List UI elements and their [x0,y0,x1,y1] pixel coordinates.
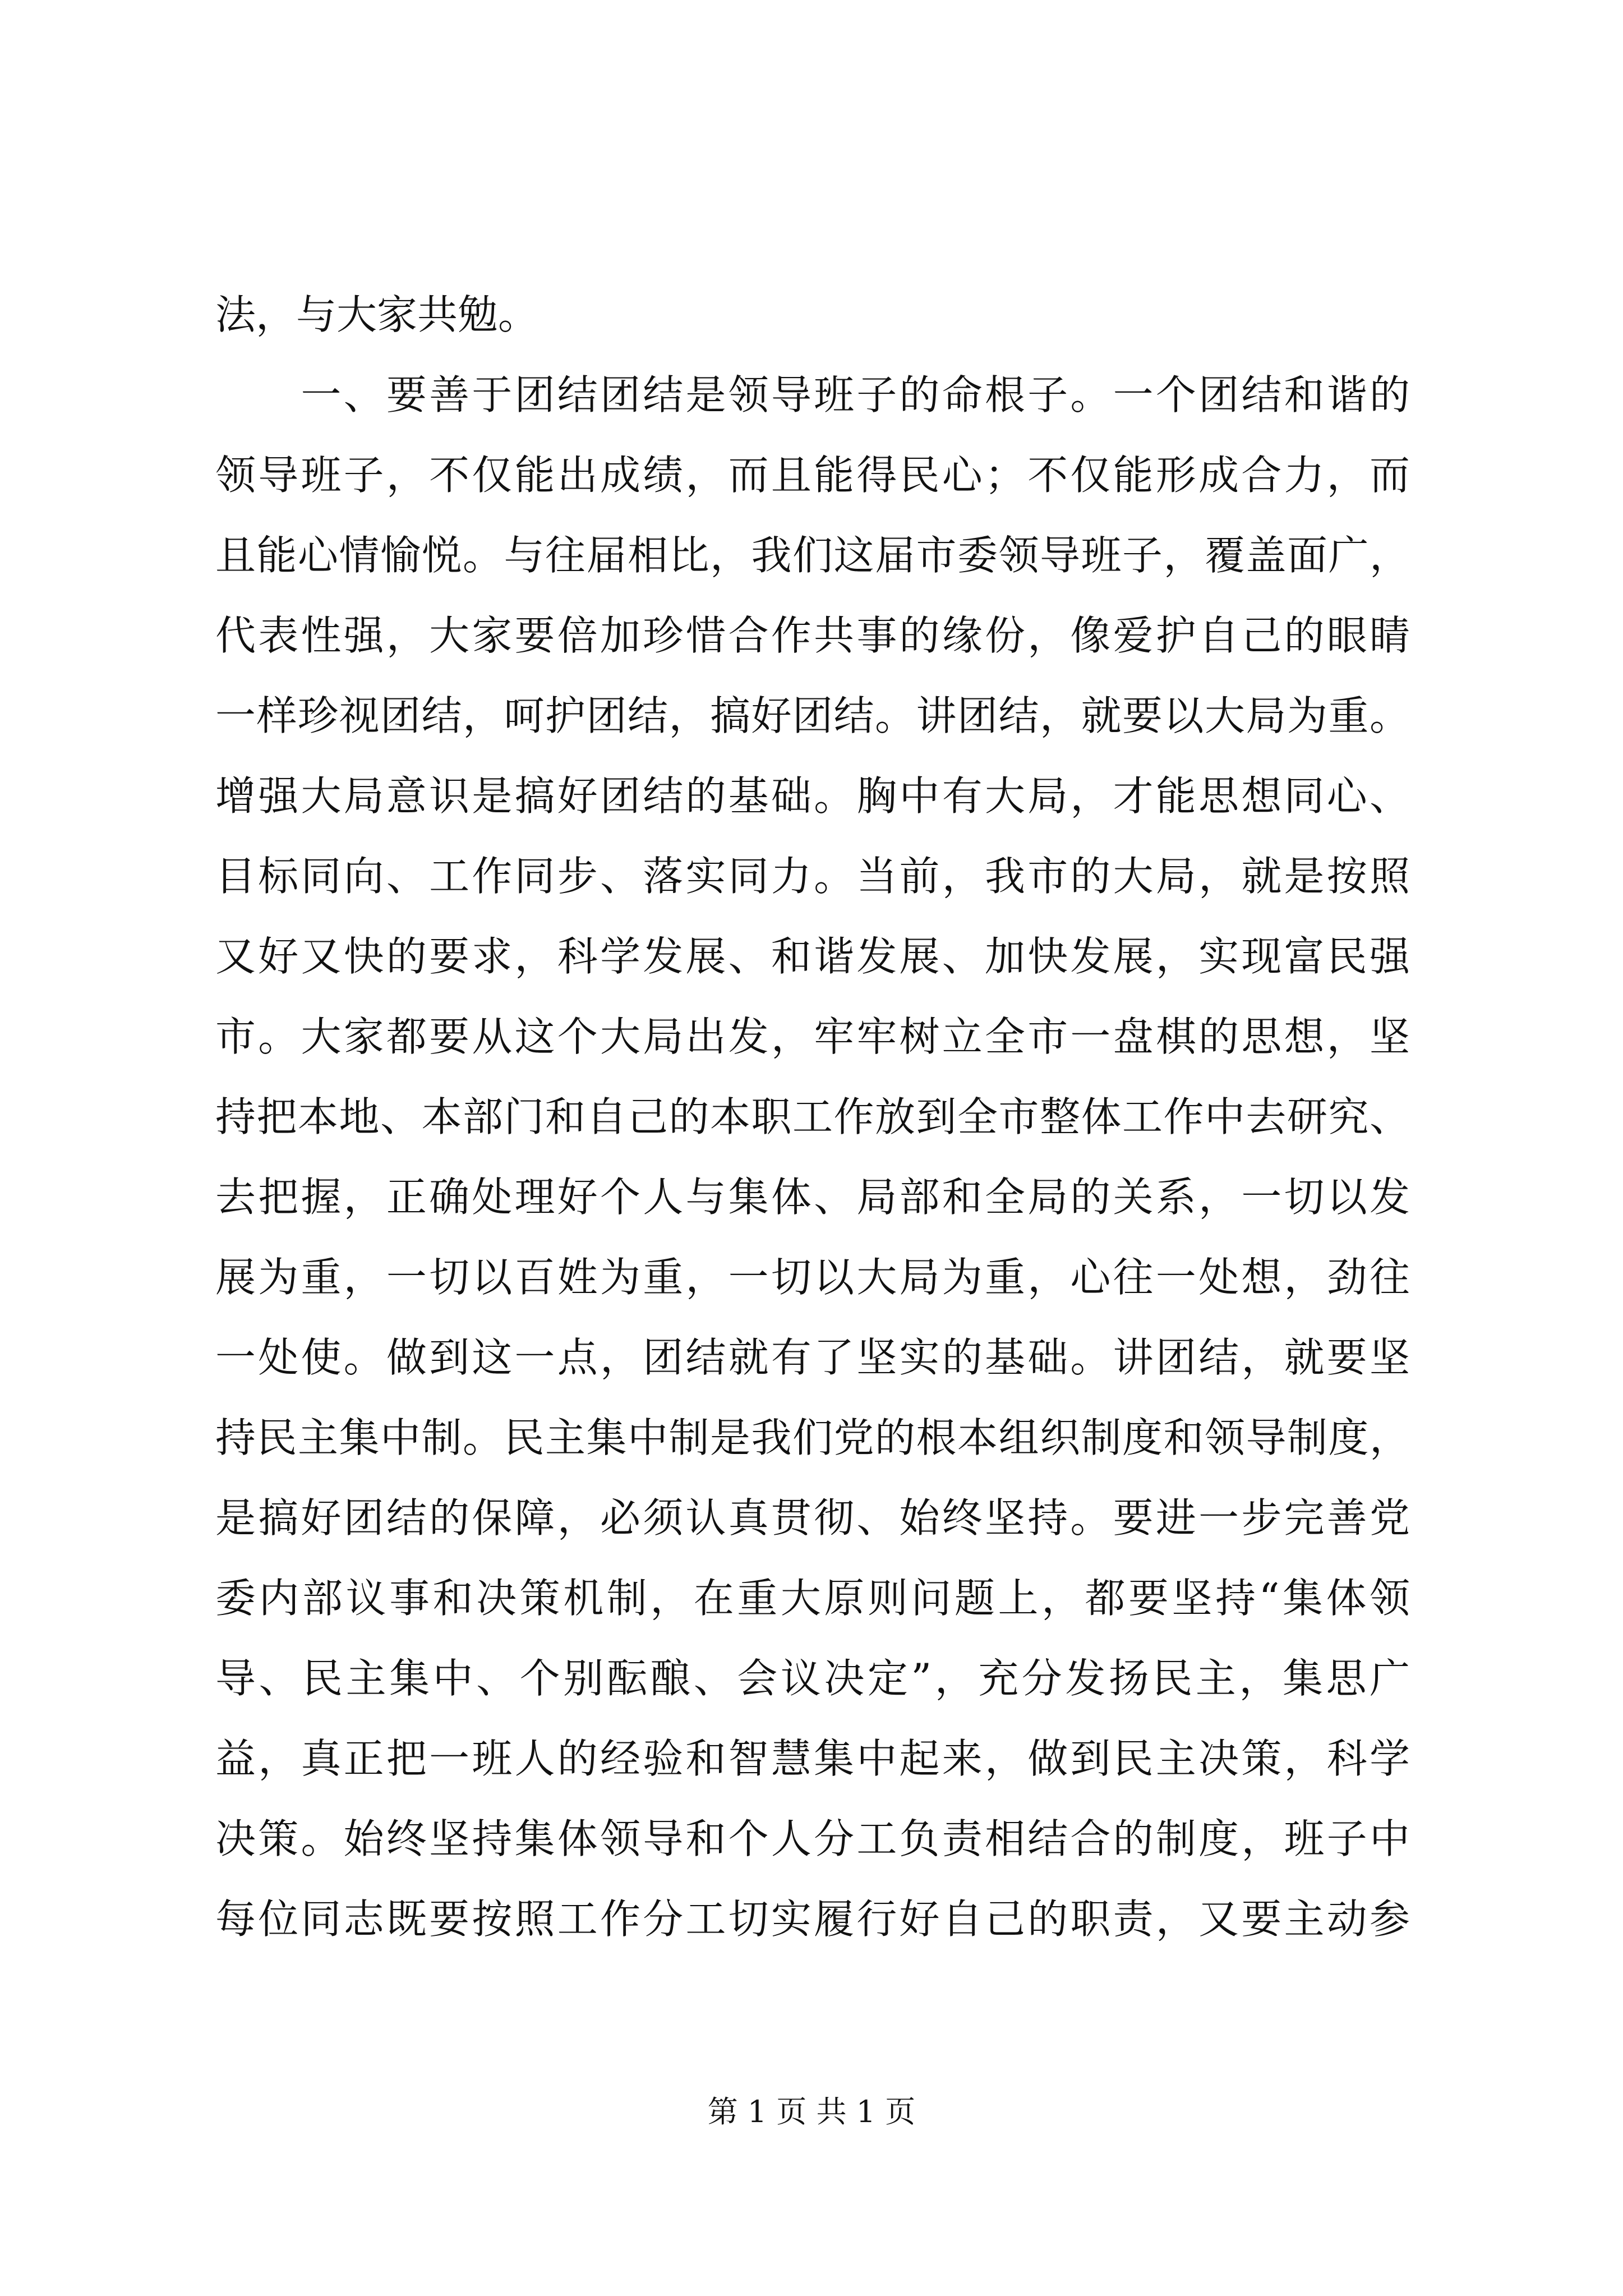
page-footer [0,2092,1623,2132]
text-line: 且能心情愉悦。与往届相比，我们这届市委领导班子，覆盖面广， [215,532,1410,579]
text-line: 一、要善于团结团结是领导班子的命根子。一个团结和谐的 [215,371,1410,418]
text-line: 导、民主集中、个别酝酿、会议决定”，充分发扬民主，集思广 [215,1655,1410,1702]
text-line: 是搞好团结的保障，必须认真贯彻、始终坚持。要进一步完善党 [215,1494,1410,1542]
text-line: 持把本地、本部门和自己的本职工作放到全市整体工作中去研究、 [215,1093,1410,1140]
page-number-label: 第 1 页 共 1 页 [707,2094,916,2129]
text-line: 委内部议事和决策机制，在重大原则问题上，都要坚持“集体领 [215,1575,1410,1622]
text-line: 每位同志既要按照工作分工切实履行好自己的职责，又要主动参 [215,1895,1410,1943]
body-text [215,275,1410,1959]
text-line: 一样珍视团结，呵护团结，搞好团结。讲团结，就要以大局为重。 [215,692,1410,739]
text-line: 决策。始终坚持集体领导和个人分工负责相结合的制度，班子中 [215,1815,1410,1862]
text-line: 领导班子，不仅能出成绩，而且能得民心；不仅能形成合力，而 [215,452,1410,499]
text-line: 持民主集中制。民主集中制是我们党的根本组织制度和领导制度， [215,1414,1410,1461]
text-line: 法，与大家共勉。 [215,291,539,338]
text-line: 市。大家都要从这个大局出发，牢牢树立全市一盘棋的思想，坚 [215,1013,1410,1060]
text-line: 代表性强，大家要倍加珍惜合作共事的缘份，像爱护自己的眼睛 [215,612,1410,659]
text-line: 目标同向、工作同步、落实同力。当前，我市的大局，就是按照 [215,853,1410,900]
text-line: 益，真正把一班人的经验和智慧集中起来，做到民主决策，科学 [215,1735,1410,1782]
text-line: 展为重，一切以百姓为重，一切以大局为重，心往一处想，劲往 [215,1254,1410,1301]
text-line: 又好又快的要求，科学发展、和谐发展、加快发展，实现富民强 [215,933,1410,980]
text-line: 去把握，正确处理好个人与集体、局部和全局的关系，一切以发 [215,1174,1410,1221]
text-line: 一处使。做到这一点，团结就有了坚实的基础。讲团结，就要坚 [215,1334,1410,1381]
text-line: 增强大局意识是搞好团结的基础。胸中有大局，才能思想同心、 [215,772,1410,820]
